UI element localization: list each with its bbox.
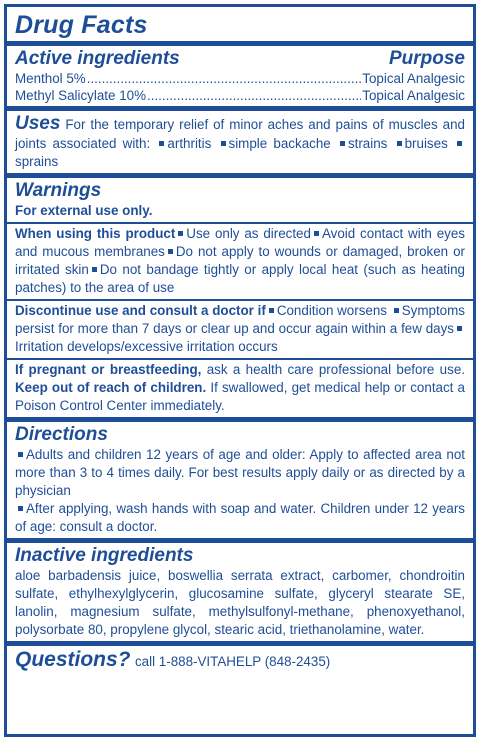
bullet-square (340, 141, 345, 146)
discontinue-section (15, 301, 465, 358)
active-ingredients-section (15, 46, 465, 106)
inactive-heading: Inactive ingredients (15, 545, 194, 566)
bullet-square (168, 249, 173, 254)
ingredient-name: Methyl Salicylate 10% (15, 88, 146, 103)
when-using-item: Do not apply to wounds or damaged, broken or irritated skin (15, 244, 465, 277)
external-use-note: For external use only. (15, 203, 153, 218)
uses-item: arthritis (167, 136, 212, 151)
panel-title: Drug Facts (15, 11, 148, 39)
when-using-item: Use only as directed (186, 226, 311, 241)
children-label: Keep out of reach of children. (15, 380, 207, 395)
discontinue-item: Symptoms persist for more than 7 days or clear up and occur again within a few days (15, 303, 465, 336)
directions-item: After applying, wash hands with soap and water. Children under 12 years of age: consult a doctor. (15, 501, 465, 534)
ingredient-name: Menthol 5% (15, 71, 86, 86)
pregnancy-children-section (15, 360, 465, 417)
uses-item: simple backache (228, 136, 331, 151)
discontinue-item: Condition worsens (276, 303, 387, 318)
when-using-item: Do not bandage tightly or apply local heat (such as heating patches) to the area of use (15, 262, 465, 295)
when-using-section (15, 224, 465, 299)
uses-section (15, 111, 465, 173)
bullet-square (269, 308, 274, 313)
bullet-square (314, 231, 319, 236)
active-heading: Active ingredients (15, 48, 180, 69)
bullet-square (92, 267, 97, 272)
uses-heading: Uses (15, 113, 61, 134)
when-using-item: Avoid contact with eyes and mucous membranes (15, 226, 465, 259)
directions-section (15, 422, 465, 538)
discontinue-item: Irritation develops/excessive irritation occurs (15, 339, 278, 354)
ingredient-row (15, 70, 465, 87)
uses-item: strains (347, 136, 388, 151)
purpose-heading: Purpose (388, 48, 465, 69)
directions-item: Adults and children 12 years of age and older: Apply to affected area not more than 3 to 4 times daily. For best results apply daily or as directed by a physician (15, 447, 465, 498)
drug-facts-panel (4, 4, 476, 737)
inactive-text: aloe barbadensis juice, boswellia serrata extract, carbomer, chondroitin sulfate, ethylhexylglycerin, glucosamine sulfate, glyceryl stearate SE, lanolin, magnesium sulfate, methylsulfonyl-methane, phenoxyethanol, polysorbate 80, propylene glycol, stearic acid, triethanolamine, water. (15, 568, 465, 637)
questions-section (15, 646, 465, 674)
bullet-square (457, 141, 462, 146)
bullet-square (221, 141, 226, 146)
inactive-ingredients-section (15, 543, 465, 641)
questions-heading: Questions? (15, 648, 131, 671)
uses-text: For the temporary relief of minor aches and pains of muscles and joints associated with: (15, 117, 465, 151)
ingredient-purpose: Topical Analgesic (362, 71, 465, 86)
bullet-square (18, 506, 23, 511)
when-using-label: When using this product (15, 226, 176, 241)
uses-item: bruises (404, 136, 448, 151)
warnings-heading: Warnings (15, 180, 102, 201)
leader-dots (87, 70, 362, 87)
warnings-section (15, 178, 465, 222)
questions-text: call 1-888-VITAHELP (848-2435) (134, 654, 331, 669)
children-text: If swallowed, get medical help or contact a Poison Control Center immediately. (15, 380, 466, 413)
directions-heading: Directions (15, 424, 108, 445)
uses-item: sprains (15, 154, 59, 169)
discontinue-label: Discontinue use and consult a doctor if (15, 303, 266, 318)
ingredient-purpose: Topical Analgesic (362, 88, 465, 103)
pregnant-label: If pregnant or breastfeeding, (15, 362, 202, 377)
bullet-square (397, 141, 402, 146)
leader-dots (147, 87, 361, 104)
bullet-square (159, 141, 164, 146)
bullet-square (457, 326, 462, 331)
ingredient-row (15, 87, 465, 104)
bullet-square (394, 308, 399, 313)
pregnant-text: ask a health care professional before use. (206, 362, 465, 377)
bullet-square (178, 231, 183, 236)
bullet-square (18, 452, 23, 457)
